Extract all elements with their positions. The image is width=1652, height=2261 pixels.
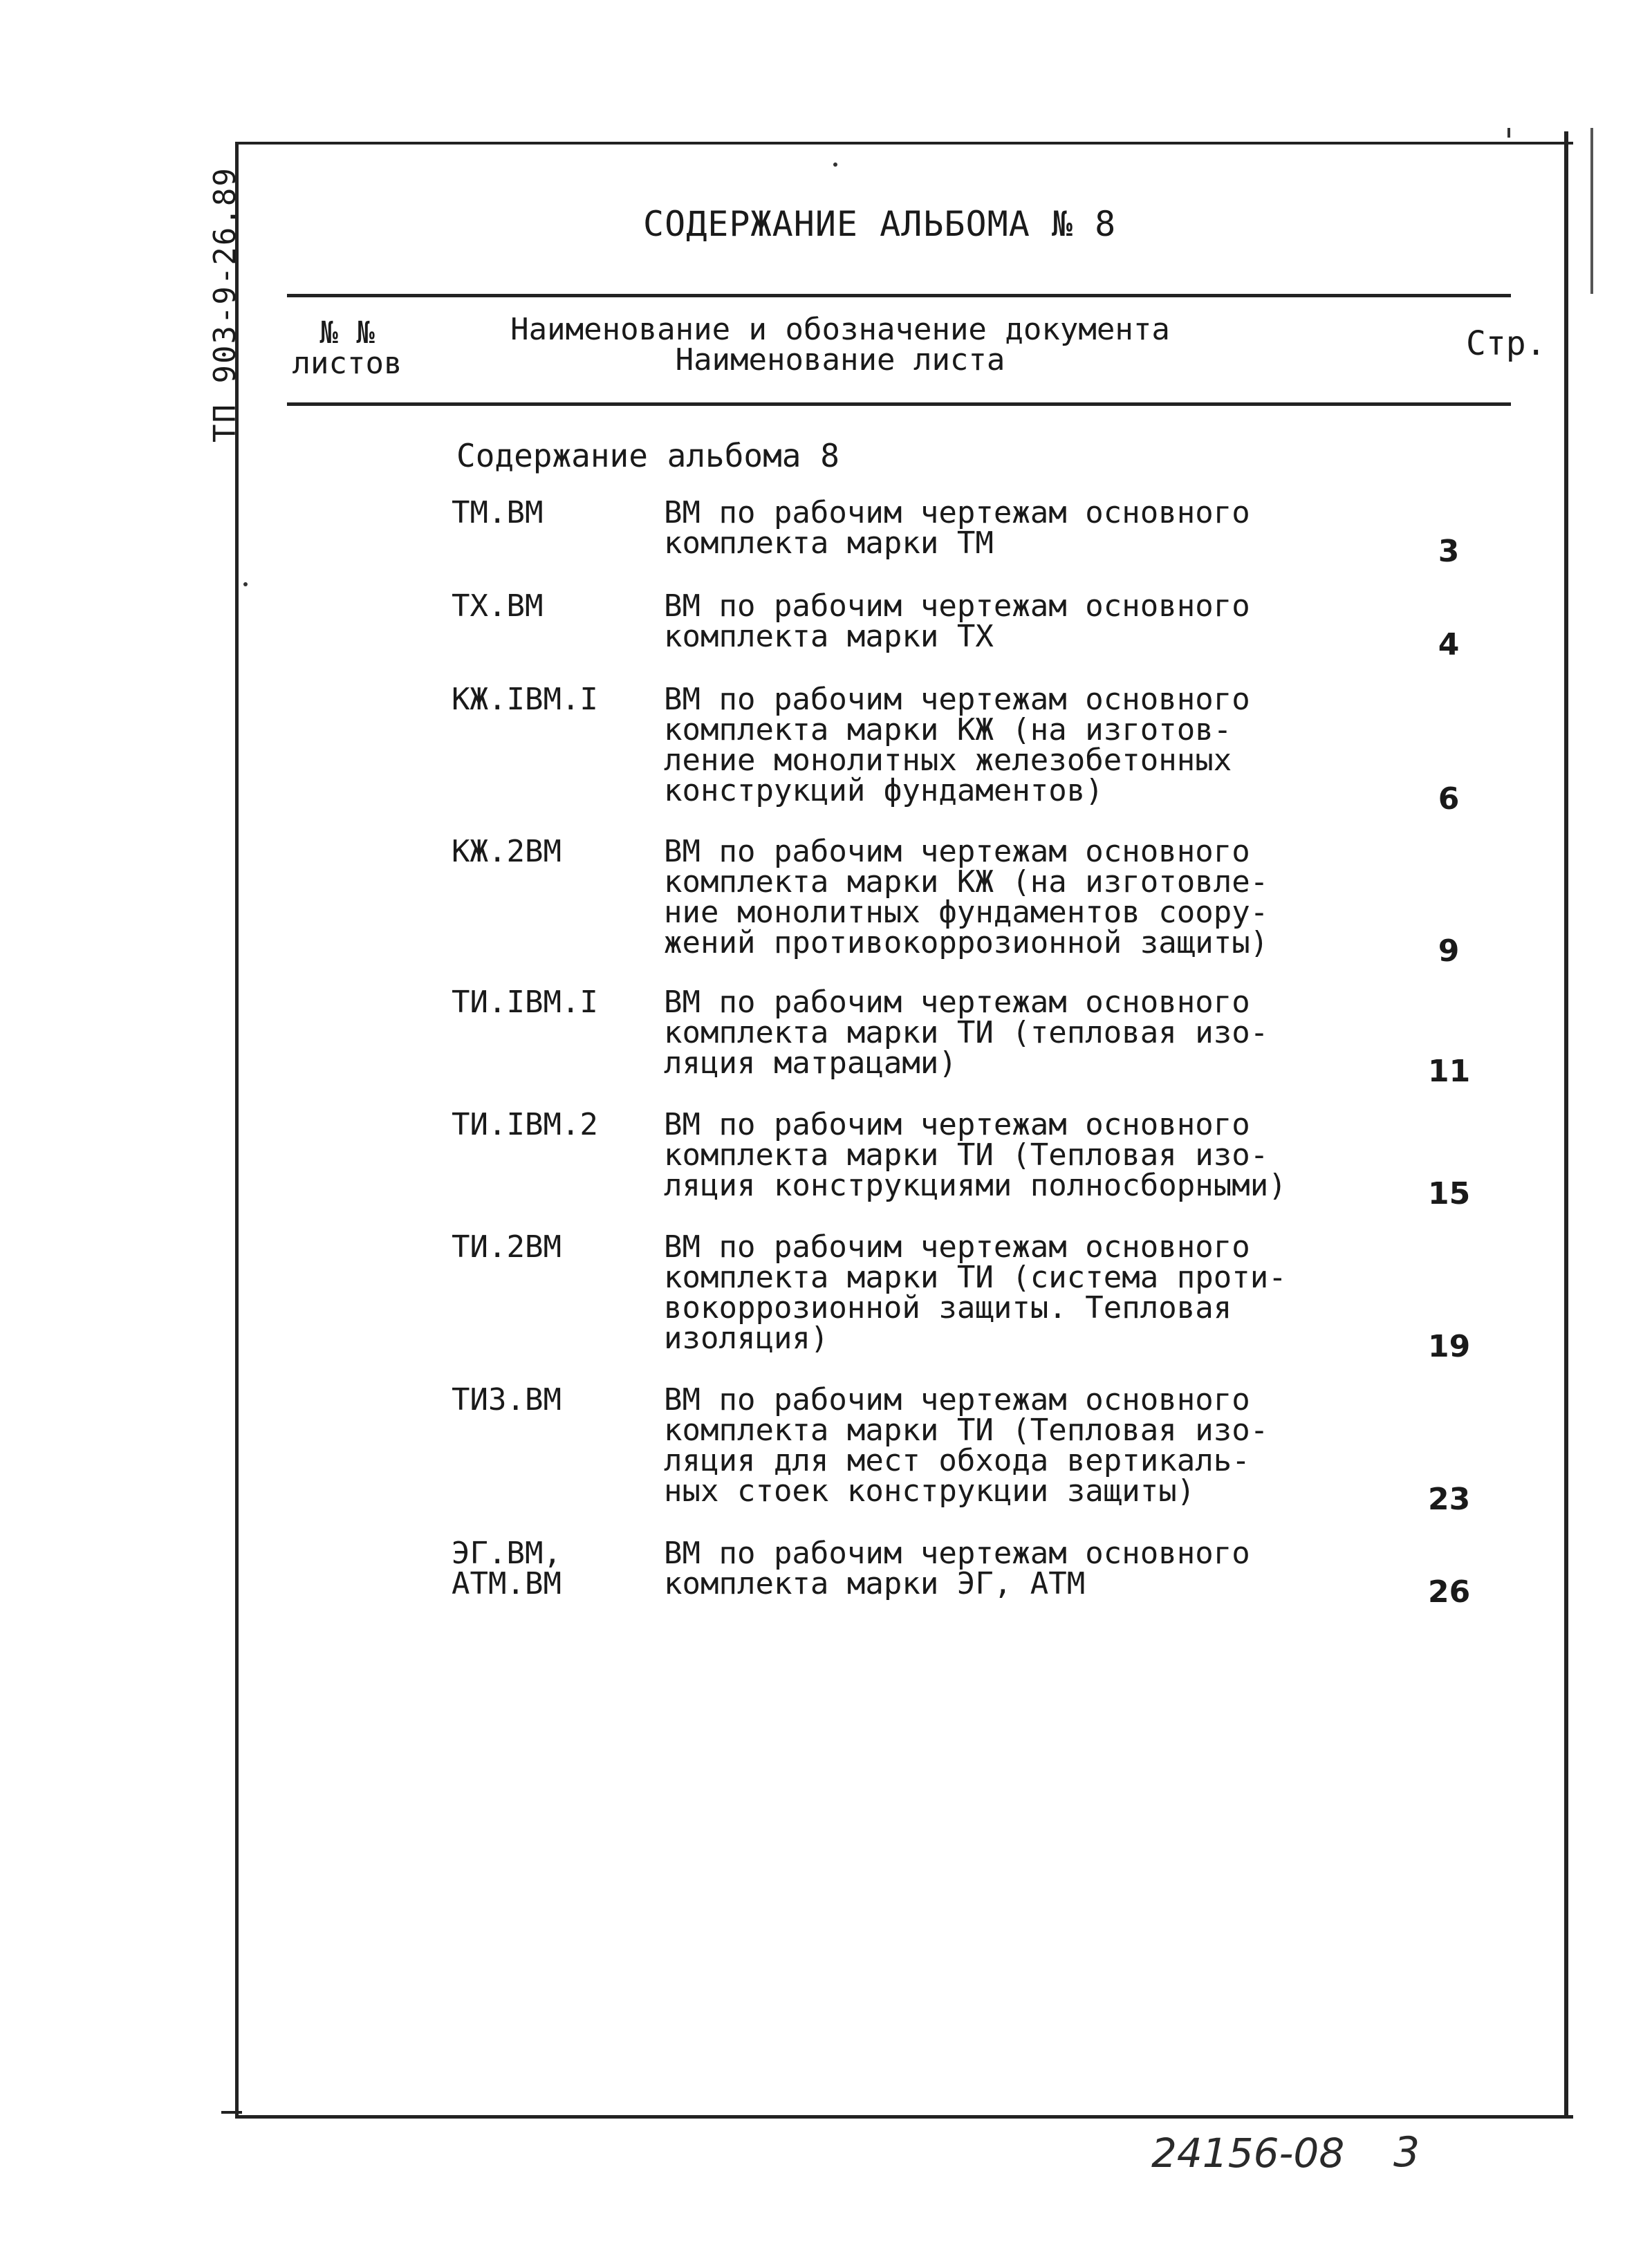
entry-description-line: ВМ по рабочим чертежам основного bbox=[664, 1107, 1250, 1142]
footer-document-code: 24156-08 bbox=[1151, 2130, 1345, 2177]
entry-description-line: комплекта марки ЭГ, АТМ bbox=[664, 1566, 1086, 1601]
entry-page-number: 4 bbox=[1438, 627, 1460, 662]
footer-page-number: 3 bbox=[1393, 2128, 1420, 2177]
entry-page-number: 9 bbox=[1438, 933, 1460, 969]
entry-description-line: ВМ по рабочим чертежам основного bbox=[664, 1536, 1250, 1571]
entry-description-line: ВМ по рабочим чертежам основного bbox=[664, 682, 1250, 717]
frame-outer-border bbox=[1590, 128, 1593, 294]
entry-description bbox=[664, 834, 1269, 960]
column-header-sheet-number bbox=[285, 315, 409, 381]
entry-description-line: комплекта марки ТИ (тепловая изо- bbox=[664, 1015, 1269, 1050]
entry-description-line: жений противокоррозионной защиты) bbox=[664, 925, 1269, 960]
entry-page-number: 11 bbox=[1428, 1054, 1471, 1089]
side-document-code: ТП 903-9-26.89 bbox=[207, 167, 243, 443]
entry-page-number: 3 bbox=[1438, 534, 1460, 569]
header-top-rule bbox=[287, 294, 1511, 297]
entry-description bbox=[664, 1229, 1287, 1356]
entry-description bbox=[664, 1538, 1250, 1599]
entry-description-line: ВМ по рабочим чертежам основного bbox=[664, 1229, 1250, 1265]
entry-description-line: ВМ по рабочим чертежам основного bbox=[664, 495, 1250, 530]
entry-description-line: ВМ по рабочим чертежам основного bbox=[664, 985, 1250, 1020]
header-num-line1: № № bbox=[319, 315, 375, 351]
entry-description-line: комплекта марки ТИ (Тепловая изо- bbox=[664, 1413, 1269, 1448]
entry-description bbox=[664, 1382, 1269, 1509]
entry-page-number: 15 bbox=[1428, 1176, 1471, 1211]
page-title: СОДЕРЖАНИЕ АЛЬБОМА № 8 bbox=[643, 204, 1117, 244]
entry-code: ТИ.2ВМ bbox=[452, 1229, 562, 1265]
entry-description-line: ляция конструкциями полносборными) bbox=[664, 1168, 1287, 1203]
entry-description-line: комплекта марки ТХ bbox=[664, 619, 994, 654]
frame-right-border bbox=[1564, 131, 1568, 2116]
entry-description-line: конструкций фундаментов) bbox=[664, 773, 1104, 808]
speck bbox=[243, 582, 248, 586]
frame-tick bbox=[1507, 128, 1510, 138]
entry-description-line: ляция для мест обхода вертикаль- bbox=[664, 1443, 1250, 1478]
entry-description-line: вокоррозионной защиты. Тепловая bbox=[664, 1290, 1232, 1325]
entry-code: ТХ.ВМ bbox=[452, 588, 544, 624]
entry-page-number: 26 bbox=[1428, 1574, 1471, 1610]
section-title: Содержание альбома 8 bbox=[456, 437, 839, 474]
entry-description-line: ляция матрацами) bbox=[664, 1045, 957, 1081]
entry-description bbox=[664, 682, 1250, 808]
entry-description-line: ВМ по рабочим чертежам основного bbox=[664, 588, 1250, 624]
entry-code: ТИ.IВМ.I bbox=[452, 985, 598, 1020]
header-name-line2: Наименование листа bbox=[675, 342, 1005, 378]
entry-description-line: ление монолитных железобетонных bbox=[664, 743, 1232, 778]
entry-description bbox=[664, 495, 1250, 561]
entry-code: ТИЗ.ВМ bbox=[452, 1382, 562, 1417]
header-name-line1: Наименование и обозначение документа bbox=[510, 312, 1170, 347]
entry-code: ЭГ.ВМ, АТМ.ВМ bbox=[452, 1536, 562, 1601]
column-header-document-name bbox=[494, 312, 1186, 378]
entry-description-line: ние монолитных фундаментов соору- bbox=[664, 895, 1269, 930]
entry-description-line: ВМ по рабочим чертежам основного bbox=[664, 1382, 1250, 1417]
frame-bottom-extension bbox=[221, 2111, 242, 2114]
entry-description-line: комплекта марки КЖ (на изготов- bbox=[664, 712, 1232, 747]
entry-description bbox=[664, 588, 1250, 654]
header-num-line2: листов bbox=[292, 346, 402, 381]
entry-page-number: 23 bbox=[1428, 1482, 1471, 1517]
entry-description-line: комплекта марки ТИ (система проти- bbox=[664, 1260, 1287, 1295]
column-header-page: Стр. bbox=[1466, 324, 1546, 363]
entry-description-line: ВМ по рабочим чертежам основного bbox=[664, 834, 1250, 869]
entry-page-number: 6 bbox=[1438, 781, 1460, 817]
entry-description bbox=[664, 1107, 1287, 1203]
entry-description-line: ных стоек конструкции защиты) bbox=[664, 1473, 1196, 1509]
entry-code: ТМ.ВМ bbox=[452, 495, 544, 530]
entry-code: КЖ.2ВМ bbox=[452, 834, 562, 869]
entry-description-line: комплекта марки КЖ (на изготовле- bbox=[664, 864, 1269, 900]
entry-description-line: комплекта марки ТМ bbox=[664, 525, 994, 561]
header-bottom-rule bbox=[287, 402, 1511, 406]
entry-code: ТИ.IВМ.2 bbox=[452, 1107, 598, 1142]
entry-description-line: комплекта марки ТИ (Тепловая изо- bbox=[664, 1137, 1269, 1173]
entry-code: КЖ.IВМ.I bbox=[452, 682, 598, 717]
entry-description-line: изоляция) bbox=[664, 1321, 829, 1356]
entry-page-number: 19 bbox=[1428, 1329, 1471, 1364]
speck bbox=[833, 162, 837, 167]
entry-description bbox=[664, 987, 1268, 1079]
